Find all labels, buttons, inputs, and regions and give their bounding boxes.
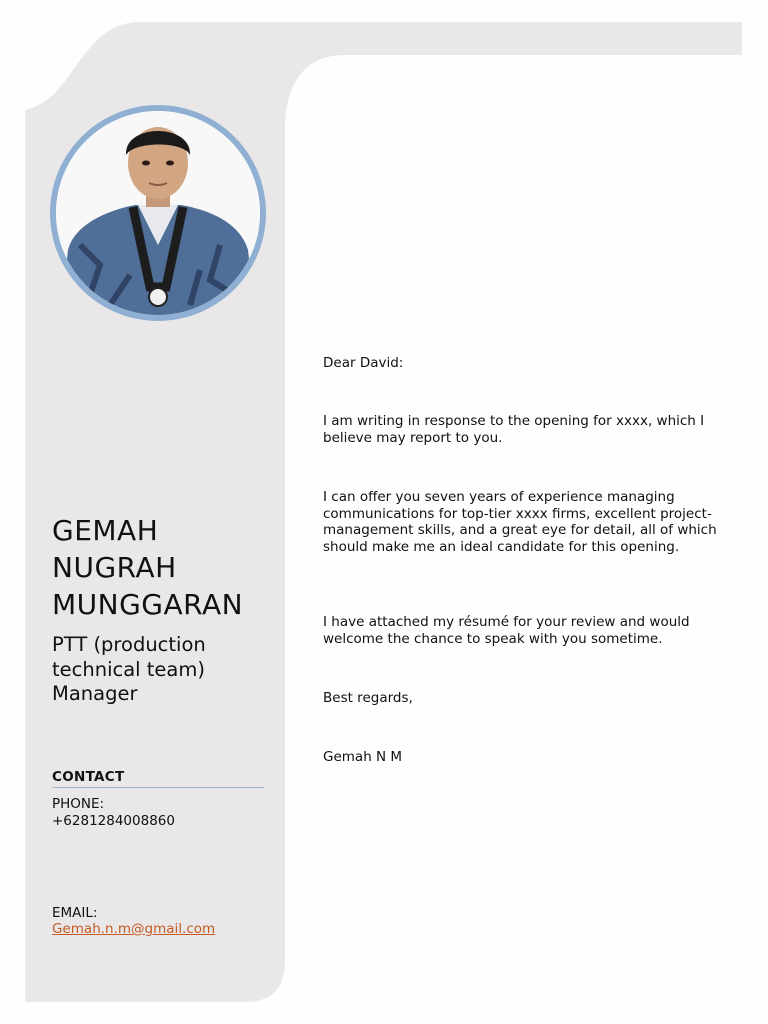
letter-paragraph-3: I have attached my résumé for your review and would welcome the chance to speak with you sometime. <box>323 614 690 647</box>
letter-paragraph-1: I am writing in response to the opening for xxxx, which I believe may report to you. <box>323 413 705 446</box>
letter-closing: Best regards, <box>323 690 413 706</box>
candidate-title: PTT (production technical team) Manager <box>52 633 206 705</box>
email-link[interactable]: Gemah.n.m@gmail.com <box>52 921 216 937</box>
phone-label: PHONE: <box>52 796 105 812</box>
email-label: EMAIL: <box>52 905 98 921</box>
profile-photo <box>50 105 266 321</box>
contact-divider <box>52 787 264 788</box>
phone-value: +6281284008860 <box>52 813 175 829</box>
letter-signature: Gemah N M <box>323 749 403 765</box>
letter-paragraph-2: I can offer you seven years of experience managing communications for top-tier xxxx firms, excellent project-management skills, and a great eye for detail, all of which should make me an ideal candidate for this opening. <box>323 489 717 555</box>
letter-salutation: Dear David: <box>323 355 404 371</box>
candidate-name: GEMAH NUGRAH MUNGGARAN <box>52 514 244 621</box>
contact-heading: CONTACT <box>52 769 125 785</box>
